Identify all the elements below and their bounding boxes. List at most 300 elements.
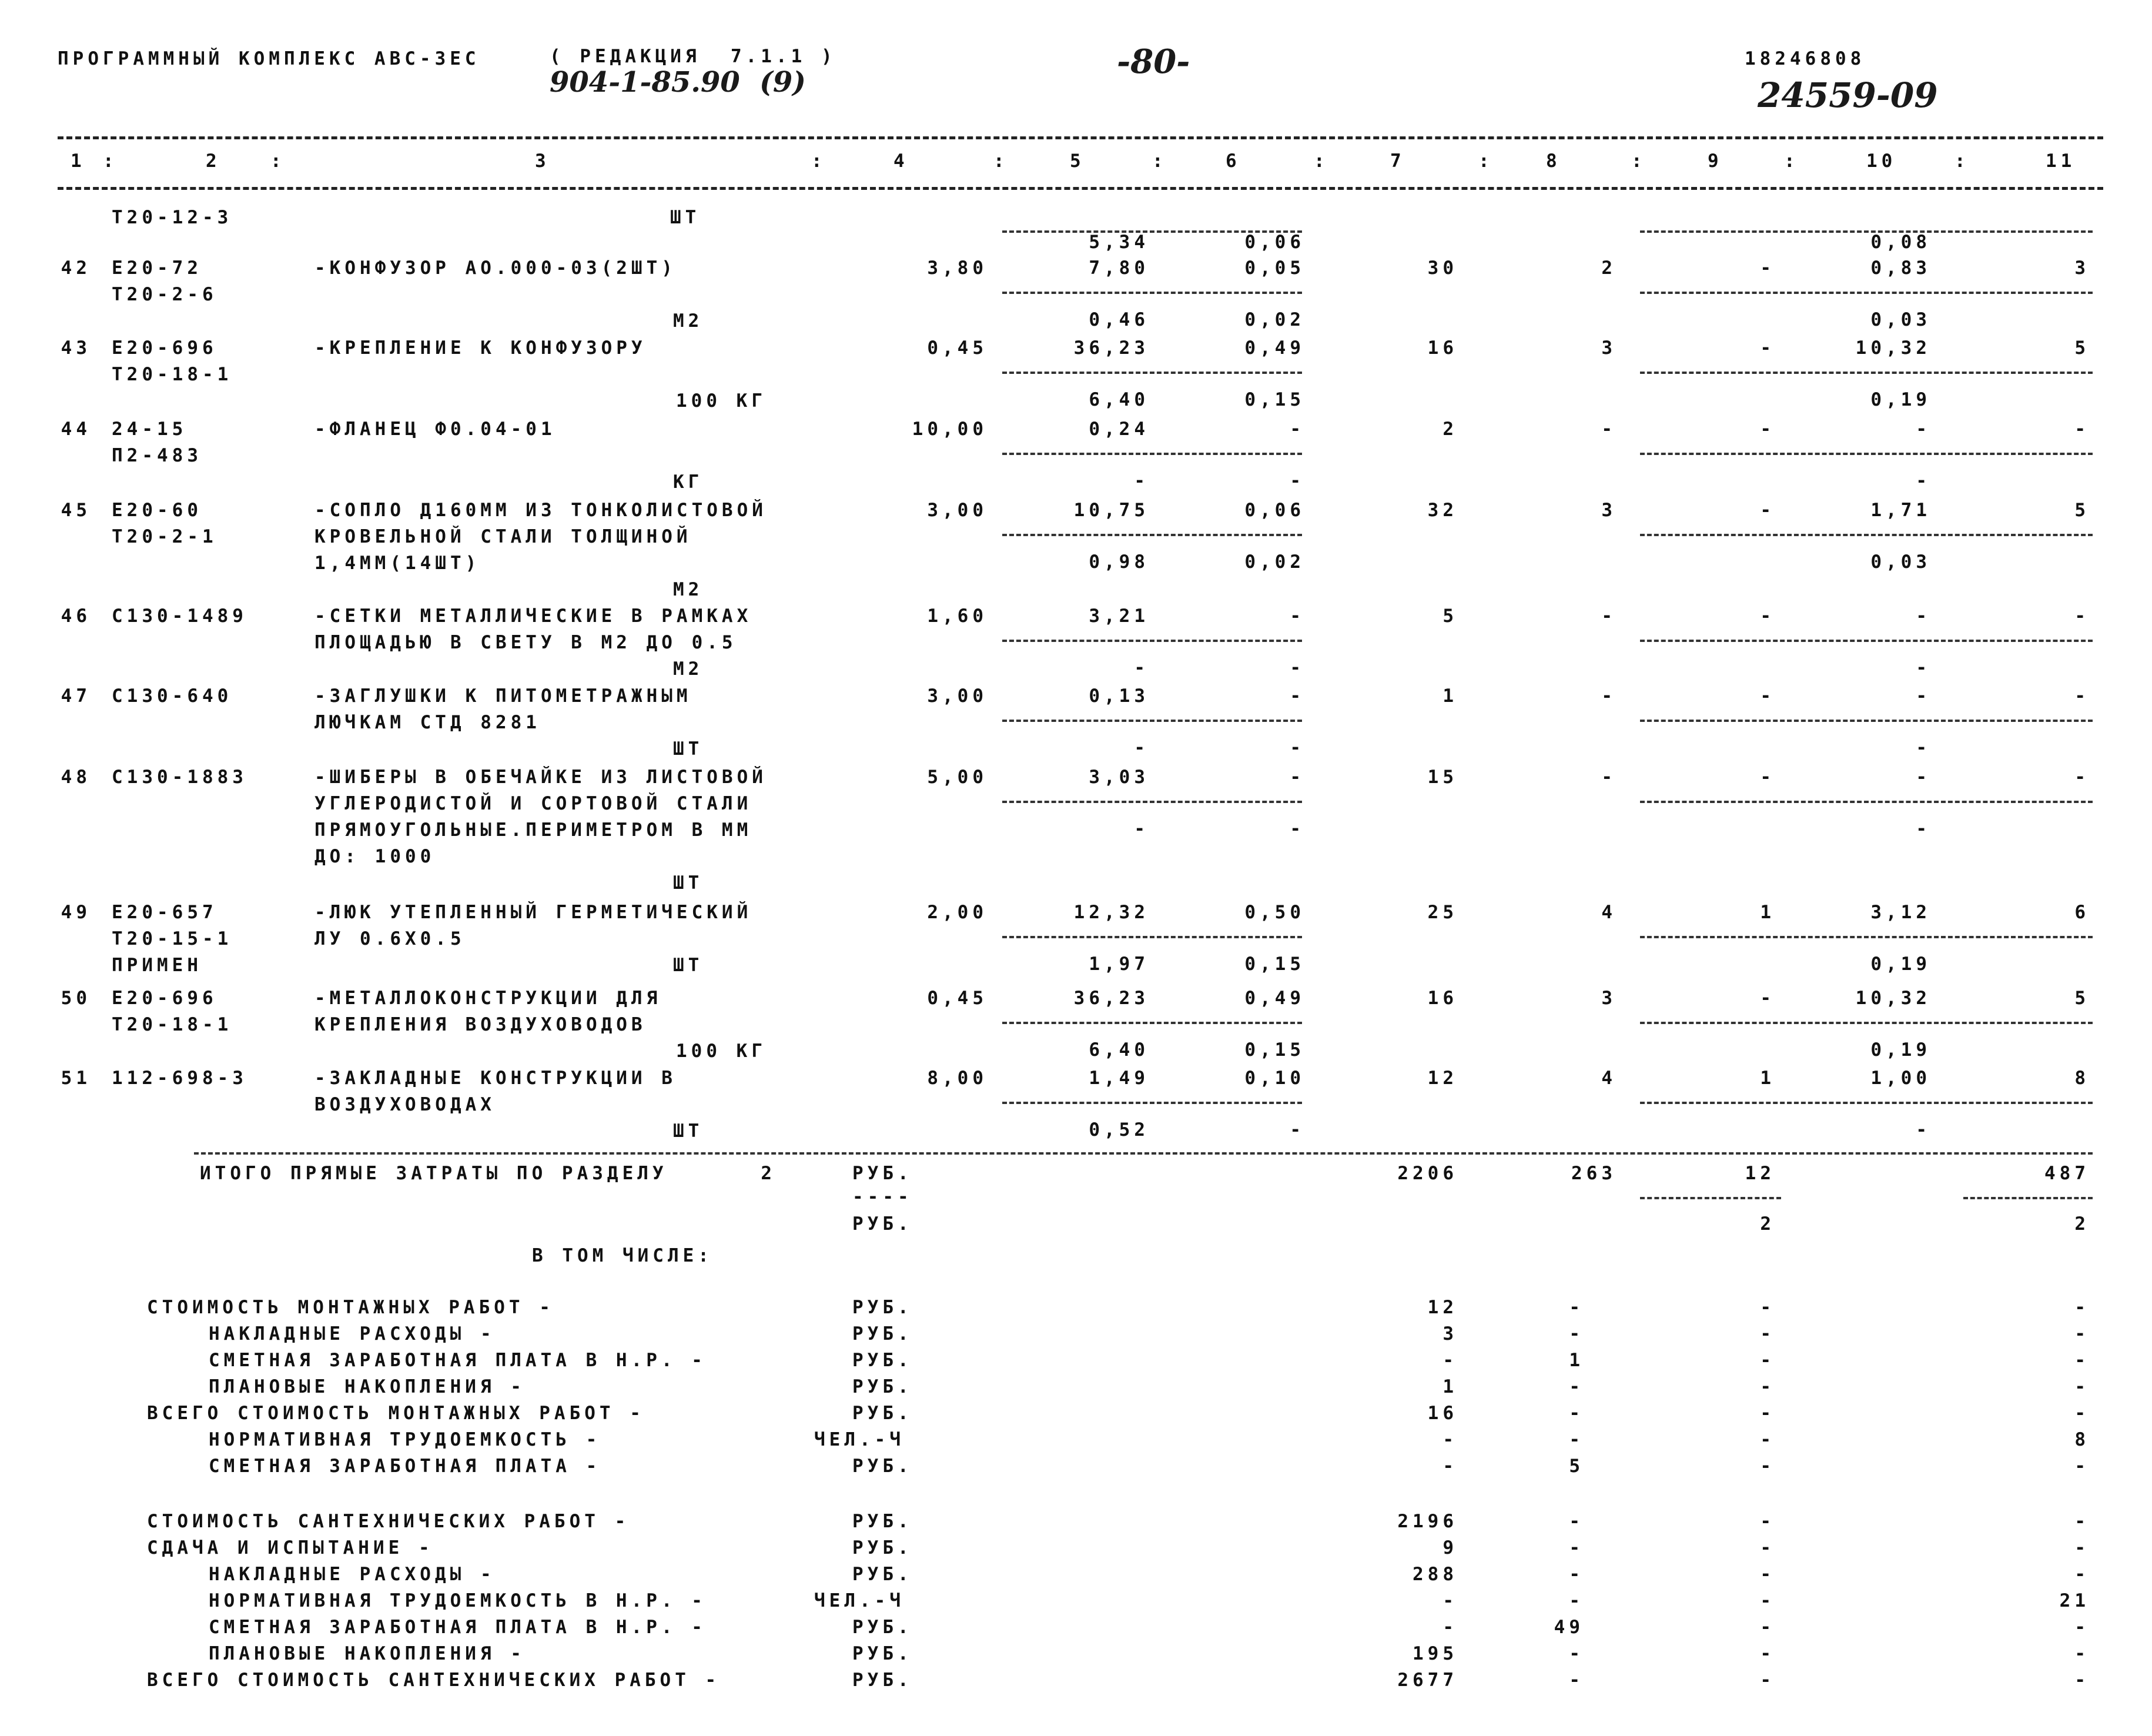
row-v5-sub: - [1134,737,1149,758]
row-code: Е20-696 [112,337,217,359]
row-number: 50 [61,988,91,1009]
row-v10-sub: - [1916,657,1931,678]
row-v10-sub: 0,19 [1870,954,1931,975]
summary-label: ВСЕГО СТОИМОСТЬ САНТЕХНИЧЕСКИХ РАБОТ - [147,1670,721,1691]
summary-v9: - [1760,1350,1775,1371]
summary-v11: - [2074,1376,2090,1397]
row-code: Е20-696 [112,988,217,1009]
totals-unit: РУБ. [852,1163,913,1184]
row-quantity: 2,00 [927,902,988,923]
row-unit: М2 [673,658,704,680]
row-description-line: -ЛЮК УТЕПЛЕННЫЙ ГЕРМЕТИЧЕСКИЙ [314,902,752,923]
summary-unit: РУБ. [852,1403,913,1424]
totals-v11-sub: 2 [2074,1213,2090,1235]
row-v7: 12 [1427,1068,1458,1089]
summary-unit: РУБ. [852,1670,913,1691]
row-code: С130-640 [112,685,233,707]
row-v6: 0,50 [1244,902,1305,923]
row-v5: 12,32 [1073,902,1149,923]
row-v10-sub: 0,19 [1870,389,1931,410]
row-divider [1640,453,2093,455]
row-v8: - [1601,419,1616,440]
summary-label: СМЕТНАЯ ЗАРАБОТНАЯ ПЛАТА В Н.Р. - [209,1350,707,1371]
header-rule-top [58,136,2103,139]
row-divider [1640,1102,2093,1104]
column-separator: : [103,150,118,172]
summary-unit: РУБ. [852,1456,913,1477]
totals-v8: 263 [1571,1163,1616,1184]
summary-unit: РУБ. [852,1537,913,1558]
row-description-line: ПЛОЩАДЬЮ В СВЕТУ В М2 ДО 0.5 [314,632,737,653]
row-v6-sub: - [1290,1119,1305,1140]
summary-label: ПЛАНОВЫЕ НАКОПЛЕНИЯ - [209,1376,526,1397]
row-v10-sub: 0,19 [1870,1039,1931,1061]
row-divider [1640,292,2093,294]
summary-v7: 3 [1443,1323,1458,1344]
column-header-6: 6 [1226,150,1241,172]
row-unit: ШТ [673,872,704,894]
row-v7: 16 [1427,337,1458,359]
row-unit: ШТ [673,738,704,760]
row-v10: - [1916,419,1931,440]
row-description-line: ЛЮЧКАМ СТД 8281 [314,712,541,733]
summary-label: СМЕТНАЯ ЗАРАБОТНАЯ ПЛАТА В Н.Р. - [209,1617,707,1638]
row-v11: - [2074,606,2090,627]
row-v5-sub: 5,34 [1089,232,1149,253]
row-v11: 5 [2074,500,2090,521]
row-unit: М2 [673,310,704,332]
summary-v8: - [1569,1376,1584,1397]
row-v5: 0,13 [1089,685,1149,707]
totals-v11: 487 [2044,1163,2090,1184]
summary-unit: РУБ. [852,1350,913,1371]
row-description-line: -ЗАКЛАДНЫЕ КОНСТРУКЦИИ В [314,1068,677,1089]
row-code-cont: Т20-12-3 [112,207,233,228]
row-v5: 3,03 [1089,767,1149,788]
row-divider [1002,534,1302,536]
row-description-line: КРОВЕЛЬНОЙ СТАЛИ ТОЛЩИНОЙ [314,526,692,547]
summary-unit: РУБ. [852,1643,913,1664]
project-number-handwritten: 904-1-85.90 (9) [550,66,806,99]
row-unit: 100 КГ [676,1041,767,1062]
summary-v9: - [1760,1429,1775,1450]
summary-v8: - [1569,1403,1584,1424]
row-v5: 3,21 [1089,606,1149,627]
row-description-line: -МЕТАЛЛОКОНСТРУКЦИИ ДЛЯ [314,988,662,1009]
column-header-3: 3 [535,150,550,172]
row-v10-sub: - [1916,1119,1931,1140]
summary-v9: - [1760,1323,1775,1344]
row-v11: - [2074,767,2090,788]
column-separator: : [1631,150,1646,172]
summary-v11: - [2074,1537,2090,1558]
row-unit: ШТ [673,1120,704,1142]
row-description-line: ЛУ 0.6Х0.5 [314,928,466,949]
summary-label: СТОИМОСТЬ САНТЕХНИЧЕСКИХ РАБОТ - [147,1511,630,1532]
program-title: ПРОГРАММНЫЙ КОМПЛЕКС АВС-3ЕС [58,48,480,69]
totals-divider [1963,1197,2093,1199]
summary-v8: - [1569,1564,1584,1585]
summary-v7: - [1443,1429,1458,1450]
summary-v8: 49 [1554,1617,1584,1638]
row-description-line: КРЕПЛЕНИЯ ВОЗДУХОВОДОВ [314,1014,647,1035]
row-v10: 10,32 [1855,988,1931,1009]
row-v8: 3 [1601,988,1616,1009]
row-v10: 1,71 [1870,500,1931,521]
row-v10-sub: 0,03 [1870,309,1931,330]
row-code-2: П2-483 [112,445,202,466]
summary-v8: - [1569,1670,1584,1691]
row-v10: 3,12 [1870,902,1931,923]
row-number: 47 [61,685,91,707]
row-v11: 8 [2074,1068,2090,1089]
row-v6: 0,05 [1244,257,1305,279]
summary-v7: 195 [1413,1643,1458,1664]
row-v5: 7,80 [1089,257,1149,279]
row-number: 48 [61,767,91,788]
row-v9: - [1760,500,1775,521]
totals-dashes: ---- [852,1186,913,1207]
summary-v11: 21 [2059,1590,2090,1611]
row-divider [1640,534,2093,536]
document-code: 18246808 [1745,48,1866,69]
row-number: 46 [61,606,91,627]
totals-label: ИТОГО ПРЯМЫЕ ЗАТРАТЫ ПО РАЗДЕЛУ [200,1163,668,1184]
row-v11: 3 [2074,257,2090,279]
summary-v9: - [1760,1456,1775,1477]
row-quantity: 0,45 [927,337,988,359]
row-v8: 3 [1601,500,1616,521]
row-divider [1002,453,1302,455]
row-code: Е20-657 [112,902,217,923]
row-v6: 0,10 [1244,1068,1305,1089]
row-v9: - [1760,685,1775,707]
summary-label: НАКЛАДНЫЕ РАСХОДЫ - [209,1564,496,1585]
row-code-2: Т20-15-1 [112,928,233,949]
row-v5-sub: 0,98 [1089,551,1149,573]
row-v7: 32 [1427,500,1458,521]
page-number: -80- [1117,42,1190,81]
row-divider [1002,372,1302,374]
summary-v8: 1 [1569,1350,1584,1371]
row-v9: - [1760,419,1775,440]
row-v6: - [1290,767,1305,788]
row-v7: 15 [1427,767,1458,788]
totals-section: 2 [761,1163,776,1184]
summary-unit: РУБ. [852,1376,913,1397]
row-v7: 1 [1443,685,1458,707]
row-number: 45 [61,500,91,521]
summary-v7: 12 [1427,1297,1458,1318]
column-separator: : [1784,150,1799,172]
row-v6-sub: - [1290,818,1305,839]
summary-unit: РУБ. [852,1564,913,1585]
row-description-line: -КРЕПЛЕНИЕ К КОНФУЗОРУ [314,337,647,359]
row-number: 49 [61,902,91,923]
summary-v7: - [1443,1617,1458,1638]
including-label: В ТОМ ЧИСЛЕ: [532,1245,713,1266]
summary-v8: - [1569,1643,1584,1664]
summary-v9: - [1760,1670,1775,1691]
row-unit: КГ [673,471,704,493]
row-v6-sub: 0,15 [1244,954,1305,975]
row-v8: 3 [1601,337,1616,359]
row-code-2: Т20-18-1 [112,364,233,385]
summary-label: ПЛАНОВЫЕ НАКОПЛЕНИЯ - [209,1643,526,1664]
row-v7: 2 [1443,419,1458,440]
row-v10: - [1916,767,1931,788]
row-v7: 5 [1443,606,1458,627]
row-v11: - [2074,685,2090,707]
column-header-2: 2 [206,150,221,172]
column-header-9: 9 [1708,150,1723,172]
row-v6-sub: - [1290,470,1305,491]
column-header-11: 11 [2046,150,2076,172]
summary-v11: - [2074,1617,2090,1638]
row-divider [1002,936,1302,938]
row-description-line: -ЗАГЛУШКИ К ПИТОМЕТРАЖНЫМ [314,685,692,707]
row-divider [1640,640,2093,642]
row-v5-sub: - [1134,657,1149,678]
summary-unit: РУБ. [852,1323,913,1344]
row-v10: - [1916,606,1931,627]
summary-v11: - [2074,1323,2090,1344]
summary-unit: РУБ. [852,1511,913,1532]
row-v10: - [1916,685,1931,707]
row-v8: - [1601,685,1616,707]
row-v11: 6 [2074,902,2090,923]
summary-v8: - [1569,1323,1584,1344]
row-v6: 0,49 [1244,988,1305,1009]
row-quantity: 5,00 [927,767,988,788]
column-separator: : [1954,150,1970,172]
row-v8: 2 [1601,257,1616,279]
row-v5-sub: - [1134,818,1149,839]
totals-v9: 12 [1745,1163,1775,1184]
row-description-line: УГЛЕРОДИСТОЙ И СОРТОВОЙ СТАЛИ [314,793,752,814]
summary-label: СДАЧА И ИСПЫТАНИЕ - [147,1537,434,1558]
summary-v11: - [2074,1564,2090,1585]
row-divider [1640,720,2093,722]
column-separator: : [1478,150,1494,172]
row-v9: - [1760,337,1775,359]
row-divider [1002,1102,1302,1104]
row-code: С130-1489 [112,606,247,627]
totals-v9-sub: 2 [1760,1213,1775,1235]
row-v6-sub: - [1290,657,1305,678]
row-divider [1640,801,2093,803]
row-v5: 1,49 [1089,1068,1149,1089]
row-v7: 30 [1427,257,1458,279]
row-number: 44 [61,419,91,440]
row-code: 24-15 [112,419,188,440]
row-code-3: ПРИМЕН [112,955,202,976]
row-quantity: 1,60 [927,606,988,627]
summary-v7: - [1443,1456,1458,1477]
summary-v7: 2196 [1397,1511,1458,1532]
row-description-line: -СОПЛО Д160ММ ИЗ ТОНКОЛИСТОВОЙ [314,500,767,521]
row-v9: - [1760,988,1775,1009]
summary-v9: - [1760,1537,1775,1558]
row-v8: - [1601,767,1616,788]
column-header-5: 5 [1070,150,1085,172]
row-v7: 25 [1427,902,1458,923]
row-v10-sub: - [1916,737,1931,758]
row-v11: 5 [2074,337,2090,359]
row-v5-sub: 0,52 [1089,1119,1149,1140]
summary-v11: - [2074,1670,2090,1691]
summary-v9: - [1760,1403,1775,1424]
row-v10-sub: - [1916,818,1931,839]
row-v9: - [1760,606,1775,627]
summary-unit: ЧЕЛ.-Ч [814,1590,905,1611]
summary-v8: - [1569,1511,1584,1532]
summary-v9: - [1760,1511,1775,1532]
summary-v8: 5 [1569,1456,1584,1477]
row-code: Е20-60 [112,500,202,521]
summary-v9: - [1760,1617,1775,1638]
summary-v8: - [1569,1590,1584,1611]
row-quantity: 8,00 [927,1068,988,1089]
row-code: Е20-72 [112,257,202,279]
row-v6-sub: - [1290,737,1305,758]
row-number: 43 [61,337,91,359]
row-v10-sub: 0,08 [1870,232,1931,253]
row-v5-sub: 0,46 [1089,309,1149,330]
summary-v7: 1 [1443,1376,1458,1397]
column-header-1: 1 [71,150,86,172]
row-v7: 16 [1427,988,1458,1009]
summary-label: НОРМАТИВНАЯ ТРУДОЕМКОСТЬ - [209,1429,601,1450]
summary-v7: - [1443,1590,1458,1611]
row-code-2: Т20-2-6 [112,284,217,305]
edition-label: ( РЕДАКЦИЯ 7.1.1 ) [550,46,836,67]
row-v11: 5 [2074,988,2090,1009]
row-v6: - [1290,606,1305,627]
row-v6-sub: 0,06 [1244,232,1305,253]
row-v5-sub: 1,97 [1089,954,1149,975]
row-divider [1002,1022,1302,1024]
row-v5-sub: - [1134,470,1149,491]
summary-label: СТОИМОСТЬ МОНТАЖНЫХ РАБОТ - [147,1297,554,1318]
summary-v9: - [1760,1297,1775,1318]
summary-unit: РУБ. [852,1617,913,1638]
summary-label: ВСЕГО СТОИМОСТЬ МОНТАЖНЫХ РАБОТ - [147,1403,645,1424]
column-separator: : [1152,150,1167,172]
column-separator: : [993,150,1009,172]
row-divider [1640,1022,2093,1024]
summary-v7: 2677 [1397,1670,1458,1691]
summary-v7: - [1443,1350,1458,1371]
row-v8: - [1601,606,1616,627]
row-v10-sub: 0,03 [1870,551,1931,573]
row-description-line: -КОНФУЗОР АО.000-03(2ШТ) [314,257,677,279]
row-v9: 1 [1760,902,1775,923]
row-quantity: 3,80 [927,257,988,279]
summary-label: НОРМАТИВНАЯ ТРУДОЕМКОСТЬ В Н.Р. - [209,1590,707,1611]
row-v8: 4 [1601,902,1616,923]
row-unit: ШТ [670,207,701,228]
summary-unit: РУБ. [852,1297,913,1318]
totals-divider [1640,1197,1781,1199]
summary-label: СМЕТНАЯ ЗАРАБОТНАЯ ПЛАТА - [209,1456,601,1477]
row-quantity: 10,00 [912,419,988,440]
header-rule-bottom [58,187,2103,190]
row-description-line: -ФЛАНЕЦ Ф0.04-01 [314,419,556,440]
row-v8: 4 [1601,1068,1616,1089]
column-header-7: 7 [1390,150,1405,172]
row-unit: ШТ [673,955,704,976]
totals-unit-2: РУБ. [852,1213,913,1235]
row-unit: М2 [673,579,704,600]
row-v5-sub: 6,40 [1089,1039,1149,1061]
summary-v11: - [2074,1511,2090,1532]
summary-v8: - [1569,1297,1584,1318]
summary-v8: - [1569,1429,1584,1450]
row-v6-sub: 0,02 [1244,309,1305,330]
row-description-line: ДО: 1000 [314,846,436,867]
summary-v11: - [2074,1403,2090,1424]
row-v9: 1 [1760,1068,1775,1089]
row-code: 112-698-3 [112,1068,247,1089]
row-v9: - [1760,257,1775,279]
row-description-line: -ШИБЕРЫ В ОБЕЧАЙКЕ ИЗ ЛИСТОВОЙ [314,767,767,788]
summary-v9: - [1760,1590,1775,1611]
row-quantity: 3,00 [927,685,988,707]
row-code-2: Т20-2-1 [112,526,217,547]
row-v10: 10,32 [1855,337,1931,359]
summary-v7: 288 [1413,1564,1458,1585]
summary-v7: 9 [1443,1537,1458,1558]
row-v5-sub: 6,40 [1089,389,1149,410]
summary-v9: - [1760,1643,1775,1664]
summary-v9: - [1760,1564,1775,1585]
summary-v11: - [2074,1456,2090,1477]
column-header-10: 10 [1866,150,1897,172]
row-v6-sub: 0,15 [1244,389,1305,410]
row-v11: - [2074,419,2090,440]
row-v6: 0,06 [1244,500,1305,521]
row-quantity: 3,00 [927,500,988,521]
column-header-8: 8 [1546,150,1561,172]
row-unit: 100 КГ [676,390,767,412]
row-description-line: 1,4ММ(14ШТ) [314,553,481,574]
row-v6-sub: 0,02 [1244,551,1305,573]
summary-v9: - [1760,1376,1775,1397]
summary-v11: - [2074,1643,2090,1664]
row-code-2: Т20-18-1 [112,1014,233,1035]
row-v6-sub: 0,15 [1244,1039,1305,1061]
row-v6: 0,49 [1244,337,1305,359]
row-v10-sub: - [1916,470,1931,491]
document-code-handwritten: 24559-09 [1758,75,1938,115]
row-description-line: ВОЗДУХОВОДАХ [314,1094,496,1115]
summary-v11: - [2074,1297,2090,1318]
summary-v8: - [1569,1537,1584,1558]
column-separator: : [270,150,286,172]
summary-label: НАКЛАДНЫЕ РАСХОДЫ - [209,1323,496,1344]
row-v5: 0,24 [1089,419,1149,440]
column-separator: : [1314,150,1329,172]
column-separator: : [811,150,826,172]
row-v6: - [1290,419,1305,440]
totals-v7: 2206 [1397,1163,1458,1184]
row-v5: 36,23 [1073,337,1149,359]
totals-rule [194,1152,2093,1155]
summary-v7: 16 [1427,1403,1458,1424]
row-divider [1002,640,1302,642]
row-divider [1002,720,1302,722]
